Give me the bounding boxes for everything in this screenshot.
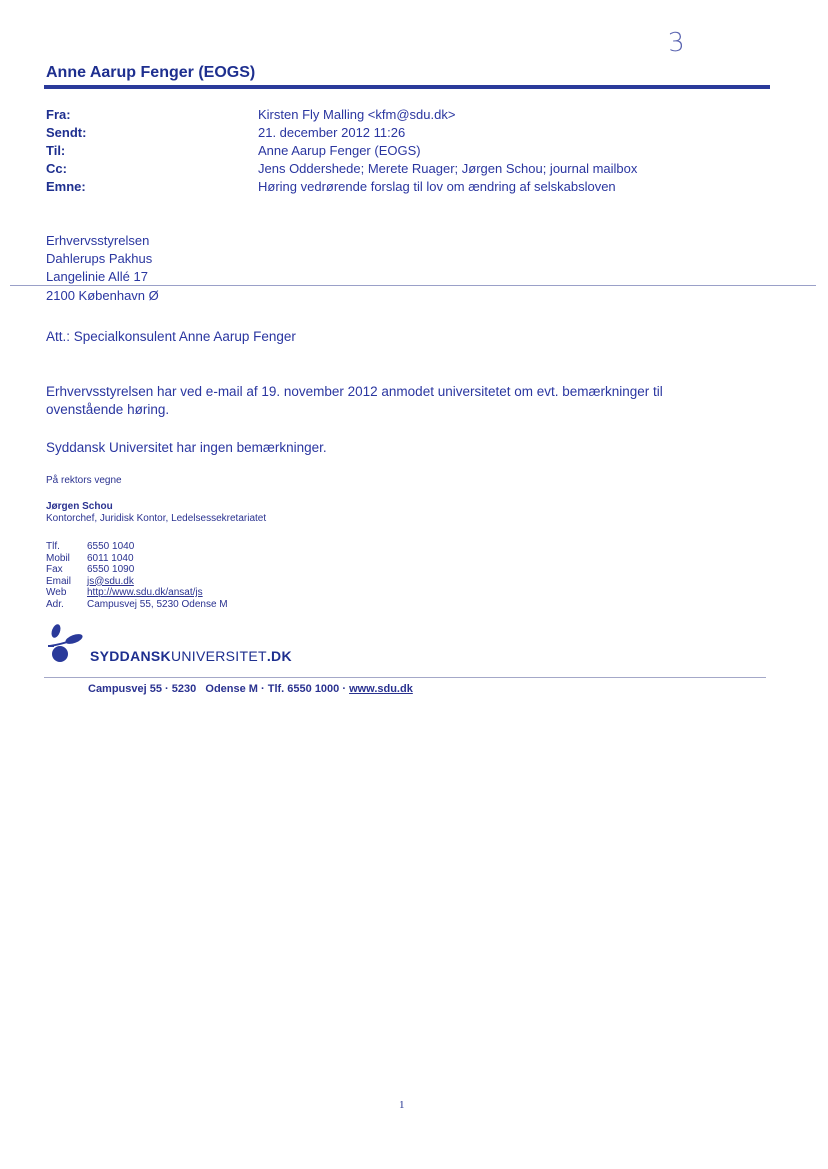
address-line-4: 2100 København Ø xyxy=(46,288,159,303)
body-paragraph-1-line-1: Erhvervsstyrelsen har ved e-mail af 19. november 2012 anmodet universitetet om evt. bemærkninger til xyxy=(46,384,663,399)
contact-row xyxy=(46,553,228,565)
page-number: 1 xyxy=(399,1099,405,1111)
logo-thin: UNIVERSITET xyxy=(170,648,267,664)
university-logo xyxy=(44,622,344,664)
contact-label: Mobil xyxy=(46,552,70,564)
logo-bold: SYDDANSK xyxy=(90,648,171,664)
footer-divider xyxy=(44,677,766,678)
contact-row xyxy=(46,564,228,576)
address-line-2: Dahlerups Pakhus xyxy=(46,251,153,266)
footer-link[interactable]: www.sdu.dk xyxy=(349,683,413,695)
attention-line: Att.: Specialkonsulent Anne Aarup Fenger xyxy=(46,329,296,344)
web-link[interactable]: http://www.sdu.dk/ansat/js xyxy=(87,587,203,598)
email-link[interactable]: js@sdu.dk xyxy=(87,575,134,587)
sent-label: Sendt: xyxy=(46,125,87,140)
address-line-1: Erhvervsstyrelsen xyxy=(46,233,150,248)
footer-text: Campusvej 55 · 5230 Odense M · Tlf. 6550 1000 · xyxy=(88,683,350,695)
cc-value: Jens Oddershede; Merete Ruager; Jørgen Schou; journal mailbox xyxy=(258,161,638,176)
contact-row xyxy=(46,541,228,553)
cc-label: Cc: xyxy=(46,161,67,176)
contact-label: Email xyxy=(46,575,72,587)
logo-suffix: .DK xyxy=(266,648,292,664)
contact-block xyxy=(46,541,228,610)
to-label: Til: xyxy=(46,143,66,158)
sent-value: 21. december 2012 11:26 xyxy=(258,125,406,140)
contact-value: 6550 1090 xyxy=(87,564,135,575)
body-paragraph-1-line-2: ovenstående høring. xyxy=(46,402,170,417)
contact-label: Web xyxy=(46,587,67,598)
contact-value: Campusvej 55, 5230 Odense M xyxy=(87,598,228,610)
footer-address xyxy=(88,683,413,695)
signature-on-behalf: På rektors vegne xyxy=(46,475,122,486)
contact-row xyxy=(46,587,228,599)
scan-artifact-line xyxy=(10,285,816,286)
subject-label: Emne: xyxy=(46,179,86,194)
contact-label: Fax xyxy=(46,564,63,575)
contact-value: 6011 1040 xyxy=(87,552,134,564)
subject-value: Høring vedrørende forslag til lov om ændring af selskabsloven xyxy=(258,179,616,194)
signature-role: Kontorchef, Juridisk Kontor, Ledelsessekretariatet xyxy=(46,513,267,524)
leaf-icon xyxy=(44,622,84,664)
contact-row xyxy=(46,599,228,611)
title-divider xyxy=(44,85,770,89)
handwritten-page-number: 3 xyxy=(666,27,686,59)
from-value: Kirsten Fly Malling <kfm@sdu.dk> xyxy=(258,107,456,122)
address-line-3: Langelinie Allé 17 xyxy=(46,269,148,284)
to-value: Anne Aarup Fenger (EOGS) xyxy=(258,143,421,158)
signature-name: Jørgen Schou xyxy=(46,501,113,512)
contact-label: Tlf. xyxy=(46,541,60,552)
page-title: Anne Aarup Fenger (EOGS) xyxy=(46,64,256,81)
from-label: Fra: xyxy=(46,107,71,122)
contact-value: 6550 1040 xyxy=(87,541,135,552)
body-paragraph-2: Syddansk Universitet har ingen bemærkninger. xyxy=(46,440,327,455)
contact-label: Adr. xyxy=(46,598,64,610)
contact-row xyxy=(46,576,228,588)
logo-wordmark xyxy=(90,648,292,664)
